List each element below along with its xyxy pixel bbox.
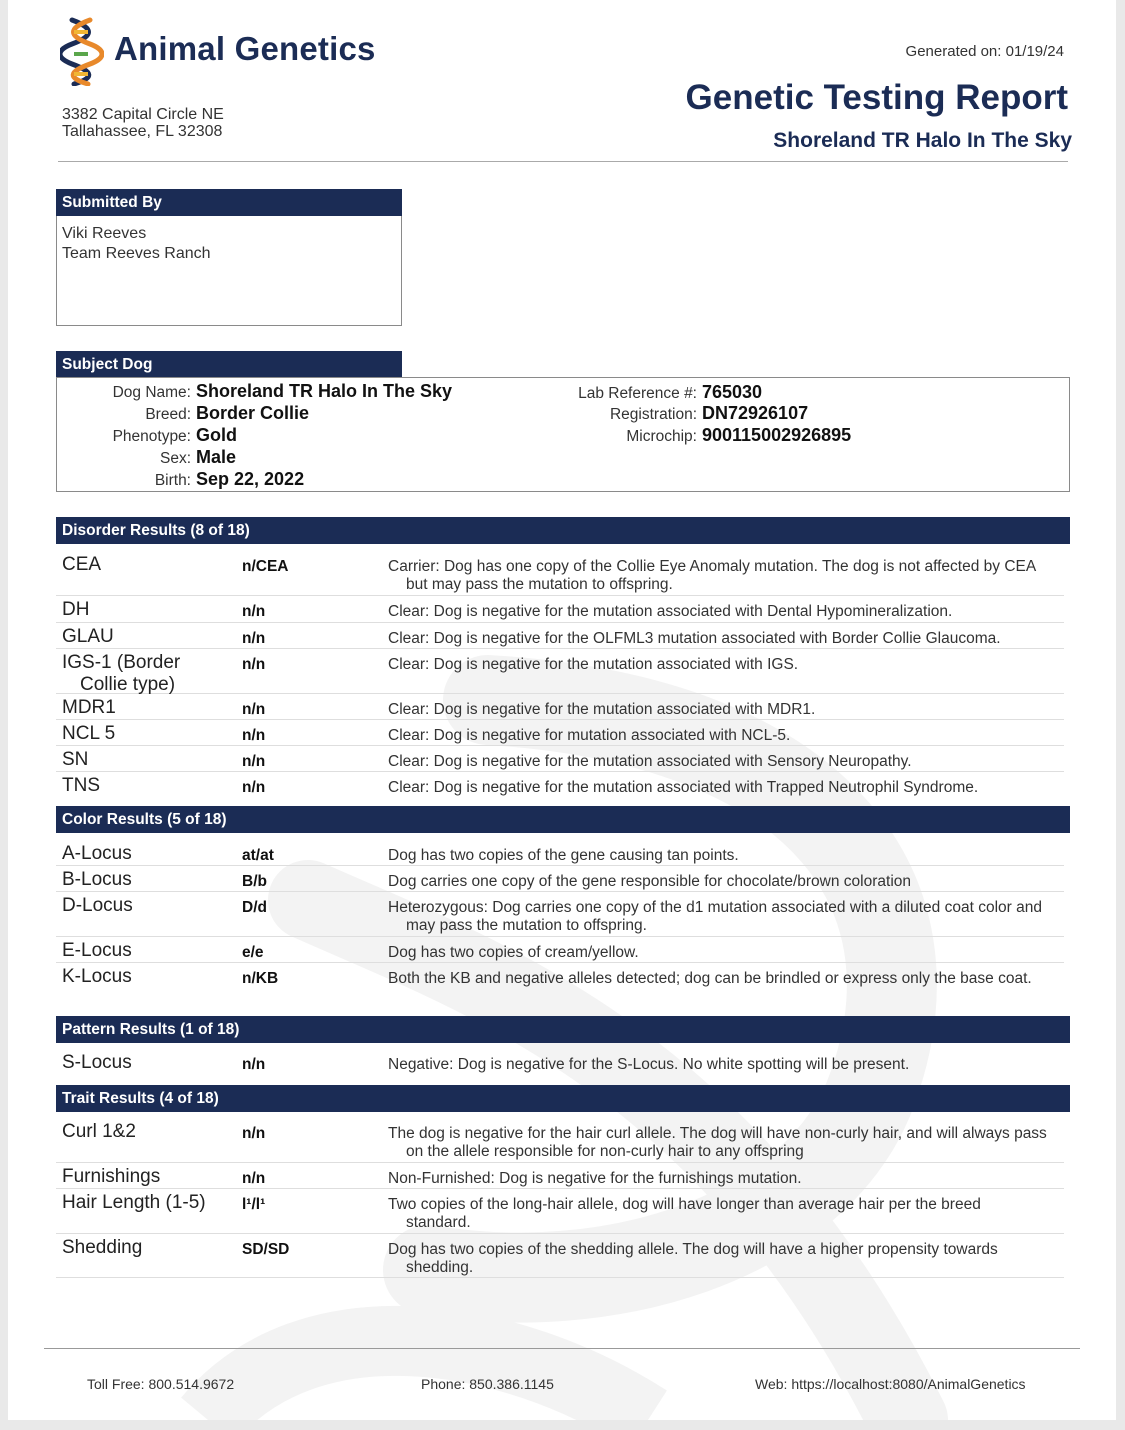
microchip-value: 900115002926895 — [702, 425, 852, 445]
dog-name-field: Dog Name: Shoreland TR Halo In The Sky — [112, 381, 453, 401]
pattern-results-table — [56, 1049, 1064, 1079]
breed-value: Border Collie — [196, 403, 310, 423]
breed-field: Breed: Border Collie — [145, 403, 310, 423]
sex-field: Sex: Male — [159, 447, 237, 467]
address-line-2: Tallahassee, FL 32308 — [62, 123, 223, 140]
header-divider — [58, 161, 1068, 162]
birth-value: Sep 22, 2022 — [196, 469, 305, 489]
table-row: CEA n/CEA Carrier: Dog has one copy of the Collie Eye Anomaly mutation. The dog is not affected by CEA but may pass the mutation to offspring. — [56, 551, 1064, 596]
microchip-field: Microchip: 900115002926895 — [626, 425, 852, 445]
table-row: Furnishings n/n Non-Furnished: Dog is negative for the furnishings mutation. — [56, 1163, 1064, 1189]
website-link[interactable]: Web: https://localhost:8080/AnimalGenetics — [755, 1376, 1026, 1392]
birth-field: Birth: Sep 22, 2022 — [154, 469, 305, 489]
registration-field: Registration: DN72926107 — [609, 403, 809, 423]
phenotype-field: Phenotype: Gold — [112, 425, 237, 445]
color-results-heading: Color Results (5 of 18) — [56, 806, 1070, 833]
dna-logo-icon — [60, 14, 104, 86]
phenotype-value: Gold — [196, 425, 237, 445]
table-row: E-Locus e/e Dog has two copies of cream/yellow. — [56, 937, 1064, 963]
table-row: MDR1 n/n Clear: Dog is negative for the mutation associated with MDR1. — [56, 694, 1064, 720]
submitter-info — [62, 224, 211, 264]
submitted-by-heading: Submitted By — [56, 189, 402, 216]
disorder-results-table — [56, 551, 1064, 799]
table-row: S-Locus n/n Negative: Dog is negative for the S-Locus. No white spotting will be present. — [62, 1052, 910, 1073]
phone-number: Phone: 850.386.1145 — [421, 1376, 554, 1392]
company-address — [62, 106, 224, 140]
footer-divider — [44, 1348, 1080, 1349]
table-row: D-Locus D/d Heterozygous: Dog carries one copy of the d1 mutation associated with a diluted coat color and may pass the mutation to offspring. — [56, 892, 1064, 937]
table-row: IGS-1 (Border Collie type) n/n Clear: Dog is negative for the mutation associated with IGS. — [56, 649, 1064, 694]
table-row: GLAU n/n Clear: Dog is negative for the OLFML3 mutation associated with Border Collie Glaucoma. — [56, 623, 1064, 649]
dog-name-value: Shoreland TR Halo In The Sky — [196, 381, 453, 401]
table-row: SN n/n Clear: Dog is negative for the mutation associated with Sensory Neuropathy. — [56, 746, 1064, 772]
sex-value: Male — [196, 447, 237, 467]
trait-results-heading: Trait Results (4 of 18) — [56, 1085, 1070, 1112]
submitter-org: Team Reeves Ranch — [62, 245, 211, 262]
table-row: Hair Length (1-5) l¹/l¹ Two copies of the long-hair allele, dog will have longer than average hair per the breed standard. — [56, 1189, 1064, 1234]
trait-results-table — [56, 1118, 1064, 1278]
address-line-1: 3382 Capital Circle NE — [62, 106, 224, 123]
subject-dog-heading: Subject Dog — [56, 351, 402, 378]
disorder-results-heading: Disorder Results (8 of 18) — [56, 517, 1070, 544]
report-title: Genetic Testing Report — [685, 78, 1068, 117]
table-row: Curl 1&2 n/n The dog is negative for the hair curl allele. The dog will have non-curly hair, and will always pass on the allele responsible for non-curly hair to any offspring — [56, 1118, 1064, 1163]
pattern-results-heading: Pattern Results (1 of 18) — [56, 1016, 1070, 1043]
table-row: DH n/n Clear: Dog is negative for the mutation associated with Dental Hypomineralization. — [56, 596, 1064, 623]
table-row: B-Locus B/b Dog carries one copy of the gene responsible for chocolate/brown coloration — [56, 866, 1064, 892]
generated-date: Generated on: 01/19/24 — [905, 43, 1064, 60]
color-results-table — [56, 840, 1064, 1008]
submitter-name: Viki Reeves — [62, 225, 147, 242]
report-page — [8, 0, 1116, 1420]
lab-reference-value: 765030 — [702, 382, 763, 402]
table-row: Shedding SD/SD Dog has two copies of the shedding allele. The dog will have a higher propensity towards shedding. — [56, 1234, 1064, 1278]
toll-free-number: Toll Free: 800.514.9672 — [87, 1376, 235, 1392]
registration-value: DN72926107 — [702, 403, 809, 423]
table-row: K-Locus n/KB Both the KB and negative alleles detected; dog can be brindled or express only the base coat. — [62, 966, 1032, 987]
table-row: TNS n/n Clear: Dog is negative for the mutation associated with Trapped Neutrophil Syndrome. — [62, 775, 979, 796]
table-row: NCL 5 n/n Clear: Dog is negative for mutation associated with NCL-5. — [56, 720, 1064, 746]
lab-reference-field: Lab Reference #: 765030 — [578, 382, 763, 402]
report-dog-name: Shoreland TR Halo In The Sky — [773, 129, 1072, 152]
table-row: A-Locus at/at Dog has two copies of the gene causing tan points. — [56, 840, 1064, 866]
brand-name: Animal Genetics — [114, 30, 376, 67]
